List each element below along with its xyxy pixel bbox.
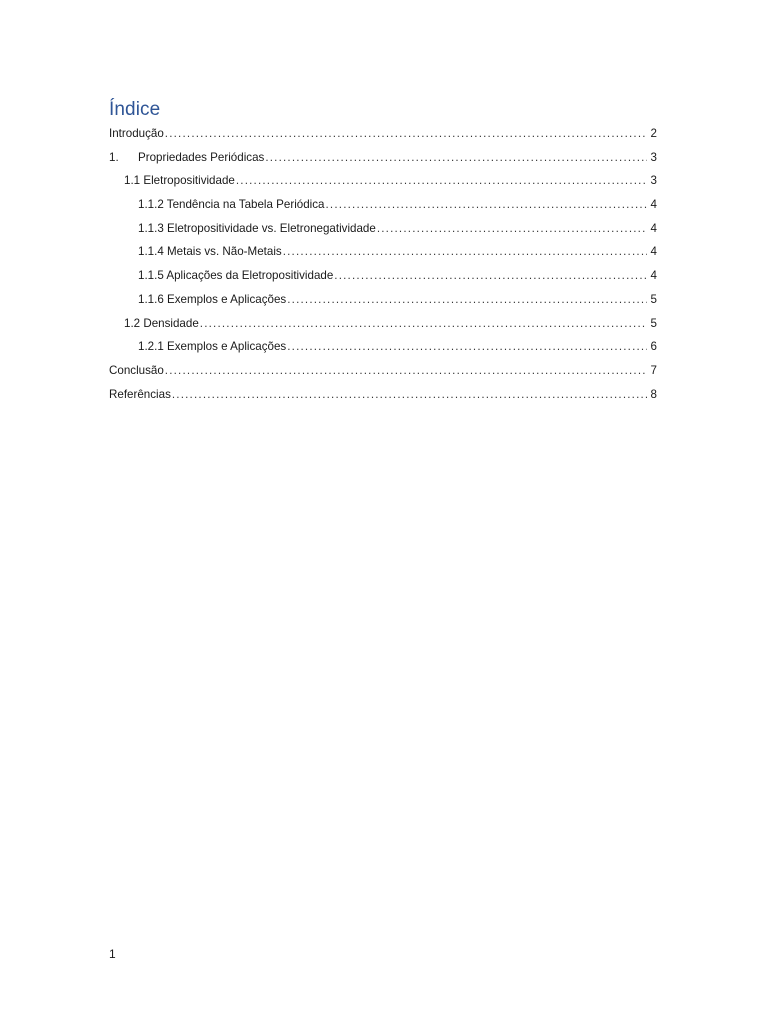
toc-dot-leader xyxy=(236,171,647,191)
toc-dot-leader xyxy=(326,195,647,215)
toc-entry-number: 1. xyxy=(109,151,119,164)
toc-entry-label xyxy=(109,148,264,168)
toc-dot-leader xyxy=(287,337,647,357)
toc-heading: Índice xyxy=(109,99,161,120)
toc-entry-tendencia[interactable] xyxy=(138,195,657,215)
toc-entry-densidade[interactable] xyxy=(124,314,657,334)
toc-entry-page: 5 xyxy=(650,293,657,306)
toc-entry-eletropositividade-vs-eletronegatividade[interactable] xyxy=(138,219,657,239)
toc-entry-label: Referências xyxy=(109,388,171,401)
toc-entry-exemplos-aplicacoes-2[interactable] xyxy=(138,337,657,357)
toc-dot-leader xyxy=(172,385,647,405)
footer-page-number: 1 xyxy=(109,947,116,961)
toc-entry-page: 6 xyxy=(650,340,657,353)
toc-dot-leader xyxy=(287,290,647,310)
toc-entry-label: Introdução xyxy=(109,127,164,140)
toc-entry-title: Propriedades Periódicas xyxy=(138,151,265,164)
toc-entry-label: Conclusão xyxy=(109,364,164,377)
toc-entry-conclusao[interactable] xyxy=(109,361,657,381)
toc-entry-page: 5 xyxy=(650,317,657,330)
toc-entry-page: 3 xyxy=(650,151,657,164)
toc-entry-aplicacoes-eletropositividade[interactable] xyxy=(138,266,657,286)
toc-entry-page: 3 xyxy=(650,174,657,187)
toc-dot-leader xyxy=(165,124,647,144)
toc-entry-page: 7 xyxy=(650,364,657,377)
toc-entry-page: 4 xyxy=(650,222,657,235)
toc-entry-label: 1.2 Densidade xyxy=(124,317,199,330)
toc-entry-introducao[interactable] xyxy=(109,124,657,144)
toc-entry-page: 4 xyxy=(650,245,657,258)
toc-entry-referencias[interactable] xyxy=(109,385,657,405)
toc-dot-leader xyxy=(165,361,647,381)
toc-entry-label: 1.1 Eletropositividade xyxy=(124,174,235,187)
toc-entry-page: 4 xyxy=(650,269,657,282)
toc-dot-leader xyxy=(200,314,647,334)
toc-entry-page: 2 xyxy=(650,127,657,140)
toc-entry-label: 1.1.3 Eletropositividade vs. Eletronegatividade xyxy=(138,222,376,235)
toc-entry-metais-vs-nao-metais[interactable] xyxy=(138,242,657,262)
toc-entry-page: 4 xyxy=(650,198,657,211)
toc-entry-eletropositividade[interactable] xyxy=(124,171,657,191)
toc-dot-leader xyxy=(377,219,647,239)
toc-entry-label: 1.1.5 Aplicações da Eletropositividade xyxy=(138,269,334,282)
toc-entry-exemplos-aplicacoes-1[interactable] xyxy=(138,290,657,310)
toc-entry-label: 1.1.4 Metais vs. Não-Metais xyxy=(138,245,282,258)
toc-entry-label: 1.1.2 Tendência na Tabela Periódica xyxy=(138,198,325,211)
toc-entry-page: 8 xyxy=(650,388,657,401)
toc-entry-propriedades-periodicas[interactable] xyxy=(109,148,657,168)
toc-entry-label: 1.1.6 Exemplos e Aplicações xyxy=(138,293,287,306)
toc-dot-leader xyxy=(265,148,647,168)
toc-dot-leader xyxy=(283,242,647,262)
toc-dot-leader xyxy=(334,266,647,286)
toc-entry-label: 1.2.1 Exemplos e Aplicações xyxy=(138,340,287,353)
